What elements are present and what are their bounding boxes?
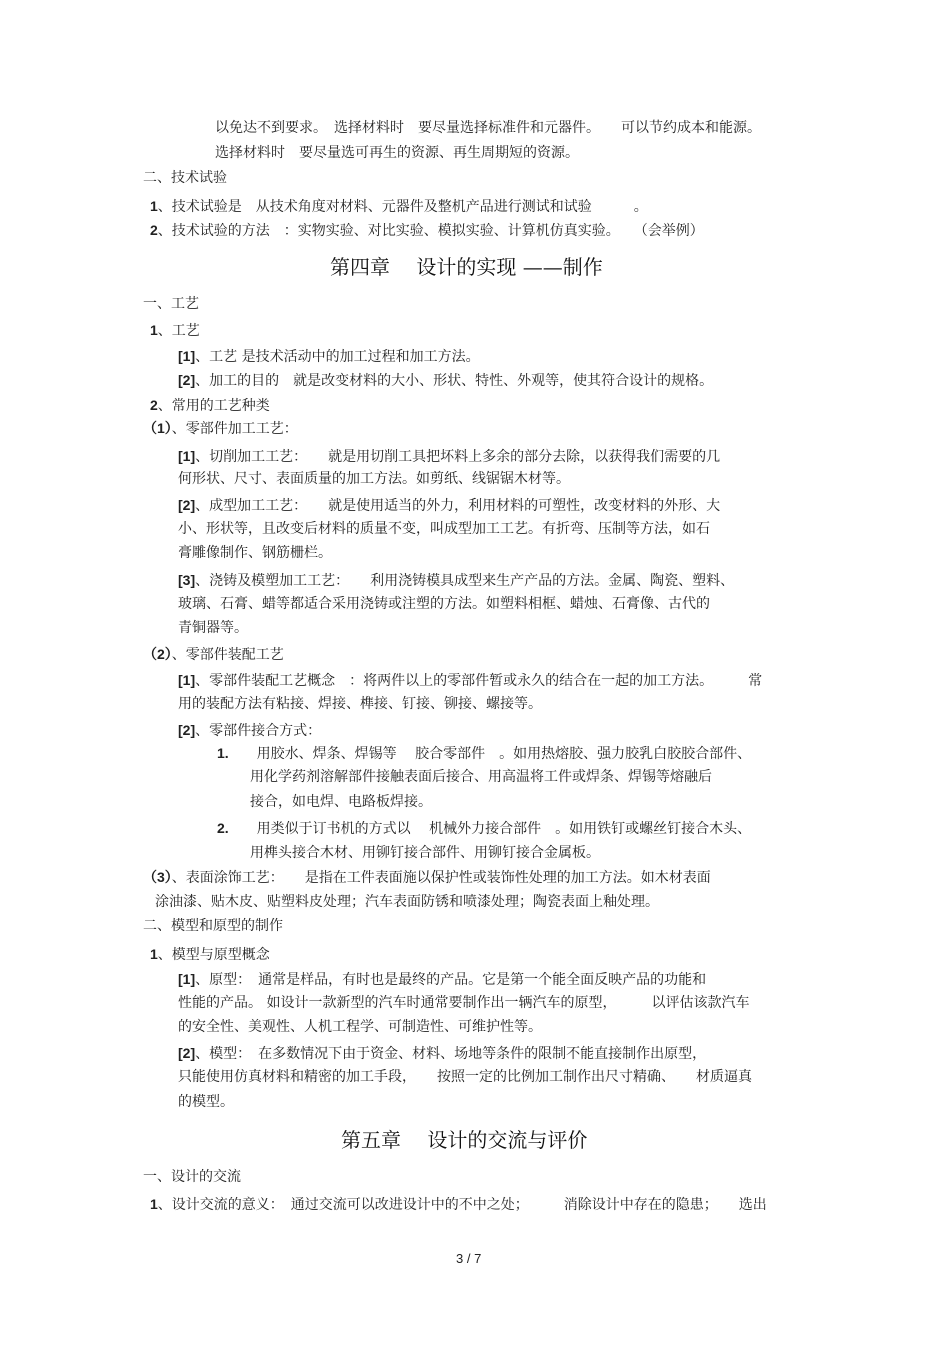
item-number: [1] xyxy=(178,672,196,688)
line-text: 、模型： 在多数情况下由于资金、材料、场地等条件的限制不能直接制作出原型， xyxy=(195,1046,707,1062)
text-line xyxy=(217,818,751,839)
line-text: 用榫头接合木材、用铆钉接合部件、用铆钉接合金属板。 xyxy=(250,845,600,861)
text-line xyxy=(143,644,284,665)
line-text: 、模型与原型概念 xyxy=(157,947,270,963)
chapter-heading: 第五章 设计的交流与评价 xyxy=(341,1128,588,1152)
text-line xyxy=(155,892,659,912)
text-line xyxy=(178,594,710,614)
line-text: 、表面涂饰工艺： 是指在工件表面施以保护性或装饰性处理的加工方法。如木材表面 xyxy=(171,870,711,886)
line-text: 、技术试验是 从技术角度对材料、元器件及整机产品进行测试和试验 。 xyxy=(157,199,648,215)
item-number: 1 xyxy=(150,322,158,338)
line-text: 何形状、尺寸、表面质量的加工方法。如剪纸、线锯锯木材等。 xyxy=(178,471,570,487)
text-line xyxy=(178,694,542,714)
line-text: 用胶水、焊条、焊锡等 胶合零部件 。如用热熔胶、强力胶乳白胶胶合部件、 xyxy=(228,746,752,762)
text-line xyxy=(178,1043,706,1064)
text-line xyxy=(178,720,321,741)
text-line xyxy=(178,993,749,1013)
line-text: 接合，如电焊、电路板焊接。 xyxy=(250,794,432,810)
line-text: 二、模型和原型的制作 xyxy=(143,918,283,934)
item-number: 1 xyxy=(150,946,158,962)
item-number: （1） xyxy=(143,420,172,436)
text-line xyxy=(250,792,432,812)
text-line xyxy=(178,519,710,539)
line-text: 一、工艺 xyxy=(143,296,199,312)
text-line xyxy=(178,346,480,367)
text-line xyxy=(178,446,720,467)
line-text: 、原型： 通常是样品，有时也是最终的产品。它是第一个能全面反映产品的功能和 xyxy=(195,972,707,988)
item-number: 2 xyxy=(150,397,158,413)
item-number: [1] xyxy=(178,448,196,464)
text-line xyxy=(150,395,270,416)
text-line xyxy=(215,143,579,163)
text-line xyxy=(150,320,200,341)
text-line xyxy=(178,670,762,691)
text-line xyxy=(250,767,712,787)
item-number: 1. xyxy=(217,745,229,761)
line-text: 涂油漆、贴木皮、贴塑料皮处理；汽车表面防锈和喷漆处理；陶瓷表面上釉处理。 xyxy=(155,894,659,910)
text-line xyxy=(178,543,332,563)
item-number: [2] xyxy=(178,1045,196,1061)
line-text: 的模型。 xyxy=(178,1094,234,1110)
line-text: 小、形状等，且改变后材料的质量不变，叫成型加工工艺。有折弯、压制等方法，如石 xyxy=(178,521,710,537)
text-line xyxy=(150,944,270,965)
line-text: 选择材料时 要尽量选可再生的资源、再生周期短的资源。 xyxy=(215,145,579,161)
item-number: 2. xyxy=(217,820,229,836)
line-text: 、切削加工工艺： 就是用切削工具把坏料上多余的部分去除，以获得我们需要的几 xyxy=(195,449,721,465)
item-number: [2] xyxy=(178,497,196,513)
text-line xyxy=(178,1092,234,1112)
item-number: 2 xyxy=(150,222,158,238)
line-text: 、零部件装配工艺 xyxy=(171,647,284,663)
line-text: 、加工的目的 就是改变材料的大小、形状、特性、外观等，使其符合设计的规格。 xyxy=(195,373,714,389)
line-text: 、零部件加工工艺： xyxy=(171,421,298,437)
text-line xyxy=(178,570,734,591)
text-line xyxy=(143,294,199,314)
item-number: （3） xyxy=(143,869,172,885)
line-text: 、设计交流的意义： 通过交流可以改进设计中的不中之处； 消除设计中存在的隐患； 选出 xyxy=(157,1197,767,1213)
text-line xyxy=(178,1067,752,1087)
text-line xyxy=(150,196,648,217)
item-number: 1 xyxy=(150,1196,158,1212)
text-line xyxy=(150,1194,767,1215)
line-text: 一、设计的交流 xyxy=(143,1169,241,1185)
line-text: 、常用的工艺种类 xyxy=(157,398,270,414)
line-text: 性能的产品。 如设计一款新型的汽车时通常要制作出一辆汽车的原型， 以评估该款汽车 xyxy=(178,995,750,1011)
item-number: [2] xyxy=(178,372,196,388)
line-text: 、浇铸及模塑加工工艺： 利用浇铸模具成型来生产产品的方法。金属、陶瓷、塑料、 xyxy=(195,573,735,589)
chapter-heading: 第四章 设计的实现 ——制作 xyxy=(330,255,603,279)
text-line xyxy=(143,1167,241,1187)
text-line xyxy=(250,843,600,863)
text-line xyxy=(178,370,713,391)
line-text: 青铜器等。 xyxy=(178,620,248,636)
text-line xyxy=(178,969,706,990)
line-text: 用类似于订书机的方式以 机械外力接合部件 。如用铁钉或螺丝钉接合木头、 xyxy=(228,821,752,837)
text-line xyxy=(150,220,704,241)
text-line xyxy=(215,118,761,138)
line-text: 玻璃、石膏、蜡等都适合采用浇铸或注塑的方法。如塑料相框、蜡烛、石膏像、古代的 xyxy=(178,596,710,612)
line-text: 用化学药剂溶解部件接触表面后接合、用高温将工件或焊条、焊锡等熔融后 xyxy=(250,769,712,785)
line-text: 、零部件装配工艺概念 ：将两件以上的零部件暂或永久的结合在一起的加工方法。 常 xyxy=(195,673,763,689)
text-line xyxy=(143,916,283,936)
item-number: [1] xyxy=(178,348,196,364)
line-text: 、工艺 xyxy=(157,323,200,339)
text-line xyxy=(178,618,248,638)
line-text: 、技术试验的方法 ：实物实验、对比实验、模拟实验、计算机仿真实验。 （会举例） xyxy=(157,223,704,239)
item-number: [3] xyxy=(178,572,196,588)
text-line xyxy=(143,418,298,439)
text-line xyxy=(178,495,720,516)
line-text: 的安全性、美观性、人机工程学、可制造性、可维护性等。 xyxy=(178,1019,542,1035)
line-text: 用的装配方法有粘接、焊接、榫接、钉接、铆接、螺接等。 xyxy=(178,696,542,712)
item-number: （2） xyxy=(143,646,172,662)
text-line xyxy=(178,1017,542,1037)
text-line xyxy=(143,168,227,188)
line-text: 只能使用仿真材料和精密的加工手段， 按照一定的比例加工制作出尺寸精确、 材质逼真 xyxy=(178,1069,752,1085)
text-line xyxy=(178,469,570,489)
line-text: 、工艺 是技术活动中的加工过程和加工方法。 xyxy=(195,349,480,365)
line-text: 、成型加工工艺： 就是使用适当的外力，利用材料的可塑性，改变材料的外形、大 xyxy=(195,498,721,514)
line-text: 膏雕像制作、钢筋栅栏。 xyxy=(178,545,332,561)
text-line xyxy=(217,743,751,764)
line-text: 二、技术试验 xyxy=(143,170,227,186)
item-number: 1 xyxy=(150,198,158,214)
page-number: 3 / 7 xyxy=(456,1251,482,1266)
text-line xyxy=(143,867,711,888)
item-number: [1] xyxy=(178,971,196,987)
line-text: 、零部件接合方式： xyxy=(195,723,322,739)
line-text: 以免达不到要求。 选择材料时 要尽量选择标准件和元器件。 可以节约成本和能源。 xyxy=(215,120,761,136)
item-number: [2] xyxy=(178,722,196,738)
